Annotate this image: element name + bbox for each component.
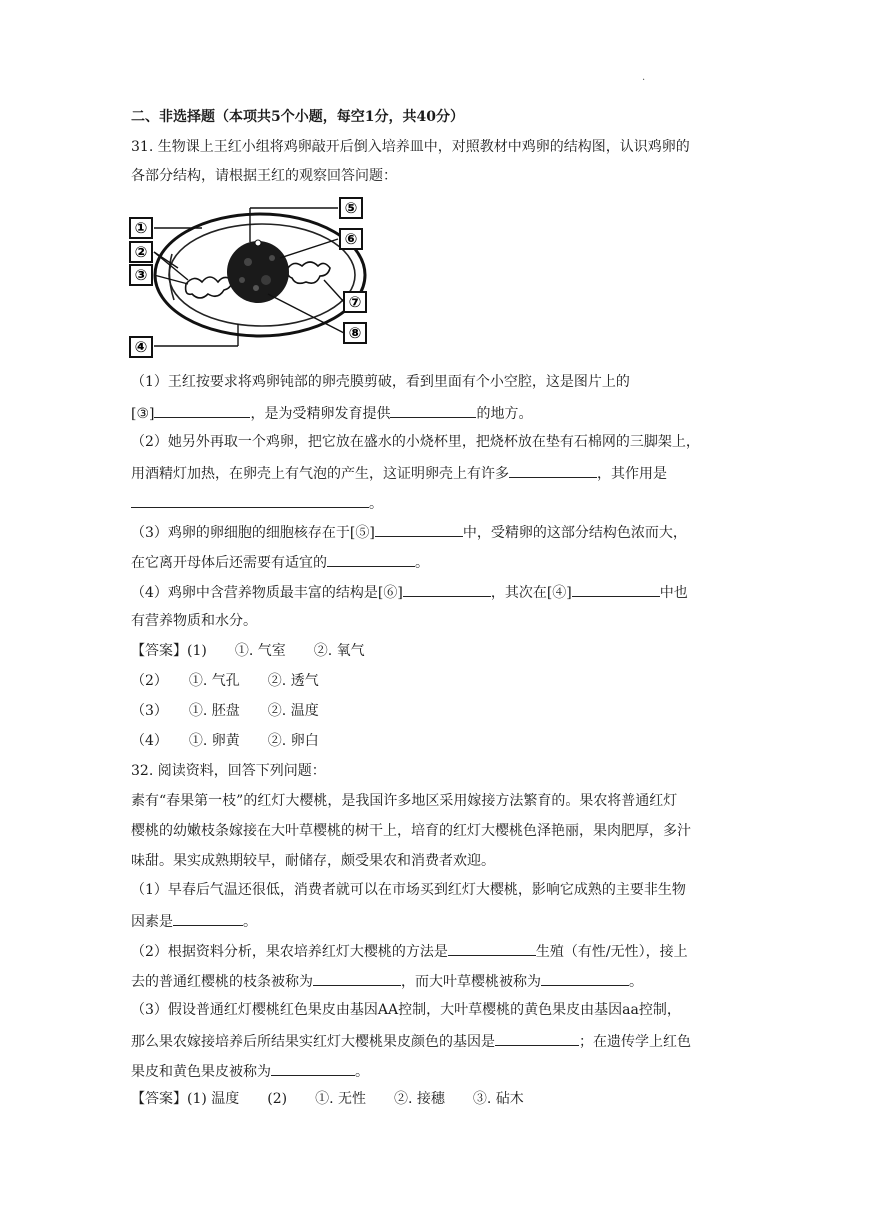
q32-stem: 32. 阅读资料，回答下列问题： — [131, 763, 326, 779]
svg-text:⑥: ⑥ — [344, 230, 358, 248]
answer-blank[interactable] — [403, 582, 491, 597]
q32-material-line2: 樱桃的幼嫩枝条嫁接在大叶草樱桃的树干上，培育的红灯大樱桃色泽艳丽，果肉肥厚，多汁 — [131, 823, 691, 839]
q32-answer-line: 【答案】(1) 温度 (2) ①. 无性 ②. 接穗 ③. 砧木 — [131, 1091, 524, 1107]
q31-answer-line: （4） ①. 卵黄 ②. 卵白 — [131, 733, 319, 749]
q31-part1-line2: [③] ，是为受精卵发育提供 的地方。 — [131, 403, 532, 423]
callout-1 — [130, 218, 152, 238]
svg-text:⑧: ⑧ — [348, 324, 362, 342]
callout-2 — [130, 242, 152, 262]
q31-part2-line1: （2）她另外再取一个鸡卵，把它放在盛水的小烧杯里，把烧杯放在垫有石棉网的三脚架上， — [131, 434, 700, 450]
answer-blank[interactable] — [509, 463, 597, 478]
callout-3 — [130, 265, 152, 285]
answer-blank[interactable] — [131, 493, 369, 508]
answer-blank[interactable] — [313, 971, 401, 986]
q31-part1-line1: （1）王红按要求将鸡卵钝部的卵壳膜剪破，看到里面有个小空腔，这是图片上的 — [131, 374, 630, 390]
answer-blank[interactable] — [173, 911, 243, 926]
svg-text:⑤: ⑤ — [344, 199, 358, 217]
q32-part3-line2: 那么果农嫁接培养后所结果实红灯大樱桃果皮颜色的基因是 ；在遗传学上红色 — [131, 1031, 691, 1051]
q31-stem-line2: 各部分结构，请根据王红的观察回答问题： — [131, 168, 397, 184]
answer-blank[interactable] — [390, 403, 476, 418]
callout-7 — [344, 292, 366, 312]
q31-answer-line: （2） ①. 气孔 ②. 透气 — [131, 673, 319, 689]
q31-stem-line1: 31. 生物课上王红小组将鸡卵敲开后倒入培养皿中，对照教材中鸡卵的结构图，认识鸡卵的 — [131, 139, 690, 155]
q32-material-line1: 素有“春果第一枝”的红灯大樱桃，是我国许多地区采用嫁接方法繁育的。果农将普通红灯 — [131, 793, 678, 809]
answer-blank[interactable] — [572, 582, 660, 597]
svg-text:③: ③ — [134, 266, 148, 284]
q32-part3-line3: 果皮和黄色果皮被称为 。 — [131, 1061, 369, 1081]
callout-4 — [130, 337, 152, 357]
page-dot-mark: . — [642, 72, 646, 83]
q32-part2-line1: （2）根据资料分析，果农培养红灯大樱桃的方法是 生殖（有性/无性），接上 — [131, 941, 688, 961]
callout-6 — [340, 229, 362, 249]
q32-part1-line2: 因素是 。 — [131, 911, 257, 931]
q31-part4-line1: （4）鸡卵中含营养物质最丰富的结构是[⑥] ，其次在[④] 中也 — [131, 582, 688, 602]
germinal-disc — [255, 240, 261, 246]
section-heading: 二、非选择题（本项共5个小题，每空1分，共40分） — [131, 109, 464, 125]
answer-blank[interactable] — [541, 971, 629, 986]
svg-text:⑦: ⑦ — [348, 293, 362, 311]
q32-part3-line1: （3）假设普通红灯樱桃红色果皮由基因AA控制，大叶草樱桃的黄色果皮由基因aa控制， — [131, 1002, 681, 1018]
q32-part2-line2: 去的普通红樱桃的枝条被称为 ，而大叶草樱桃被称为 。 — [131, 971, 643, 991]
q31-answer-line: （3） ①. 胚盘 ②. 温度 — [131, 703, 319, 719]
svg-text:②: ② — [134, 243, 148, 261]
q31-part3-line1: （3）鸡卵的卵细胞的细胞核存在于[⑤] 中，受精卵的这部分结构色浓而大， — [131, 522, 687, 542]
answer-blank[interactable] — [448, 941, 536, 956]
q31-part2-line3: 。 — [131, 493, 383, 513]
callout-8 — [344, 323, 366, 343]
q31-part3-line2: 在它离开母体后还需要有适宜的 。 — [131, 552, 429, 572]
answer-blank[interactable] — [327, 552, 415, 567]
q31-part2-line2: 用酒精灯加热，在卵壳上有气泡的产生，这证明卵壳上有许多 ，其作用是 — [131, 463, 667, 483]
callout-5 — [340, 198, 362, 218]
answer-blank[interactable] — [271, 1061, 355, 1076]
svg-text:①: ① — [134, 219, 148, 237]
q31-answer-line: 【答案】(1) ①. 气室 ②. 氧气 — [131, 643, 365, 659]
answer-blank[interactable] — [375, 522, 463, 537]
q32-part1-line1: （1）早春后气温还很低，消费者就可以在市场买到红灯大樱桃，影响它成熟的主要非生物 — [131, 882, 686, 898]
answer-blank[interactable] — [495, 1031, 579, 1046]
egg-yolk — [227, 241, 289, 303]
answer-blank[interactable] — [154, 403, 250, 418]
svg-text:④: ④ — [134, 338, 148, 356]
q31-part4-line2: 有营养物质和水分。 — [131, 613, 257, 629]
egg-structure-diagram — [128, 196, 388, 362]
q32-material-line3: 味甜。果实成熟期较早，耐储存，颇受果农和消费者欢迎。 — [131, 853, 495, 869]
